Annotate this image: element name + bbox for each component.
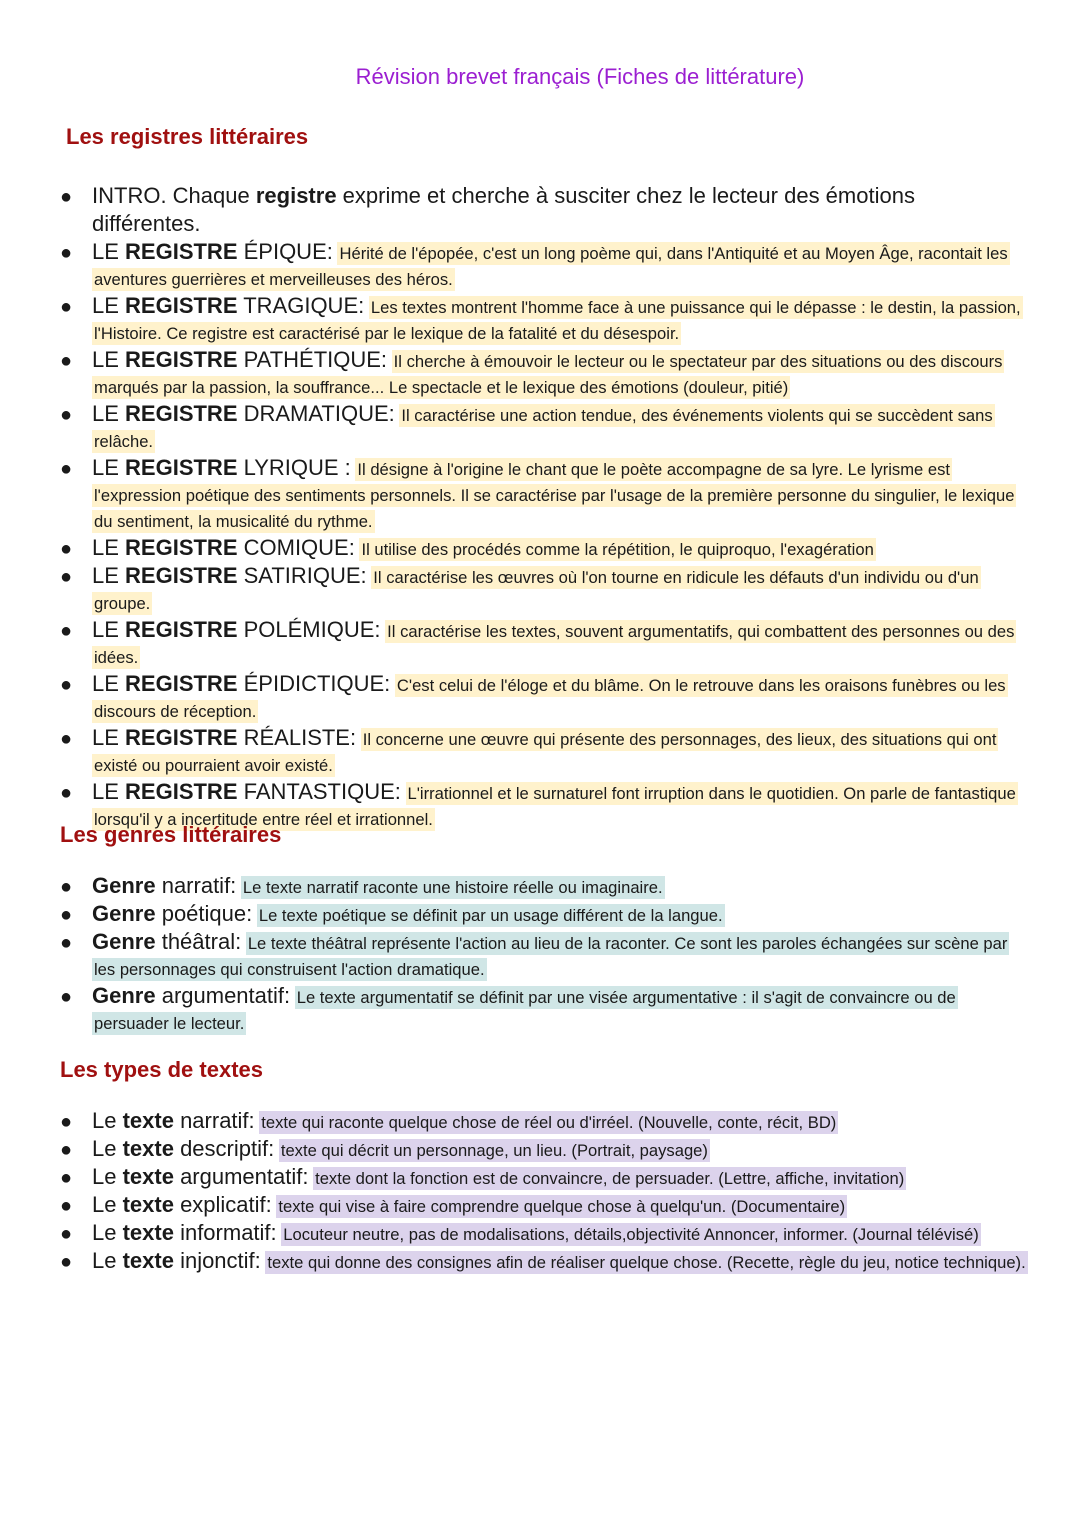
item-description: Le texte poétique se définit par un usage différent de la langue. (258, 906, 723, 925)
registres-item (0, 293, 1080, 347)
item-description: Il cherche à émouvoir le lecteur ou le spectateur par des situations ou des discours marqués par la passion, la souffrance... Le spectacle et le lexique des émotions (douleur, pitié) (94, 352, 1003, 397)
item-label-post: PATHÉTIQUE: (237, 347, 388, 372)
item-description: Il concerne une œuvre qui présente des personnages, des lieux, des situations qui ont existé ou pourraient avoir existé. (94, 730, 997, 775)
item-label-post: informatif: (173, 1220, 277, 1245)
item-label-bold: texte (122, 1164, 174, 1189)
item-label-pre: Le (92, 1108, 123, 1133)
intro-bold: registre (255, 183, 337, 208)
bullet-icon: ● (60, 1223, 73, 1245)
item-label (92, 401, 395, 426)
item-label-post: TRAGIQUE: (237, 293, 365, 318)
item-label-pre: LE (92, 347, 126, 372)
types-item (0, 1108, 1080, 1136)
item-description: Il utilise des procédés comme la répétition, le quiproquo, l'exagération (361, 540, 874, 559)
types-item (0, 1192, 1080, 1220)
item-label-bold: Genre (92, 901, 156, 926)
item-description: texte dont la fonction est de convaincre, de persuader. (Lettre, affiche, invitation) (315, 1169, 905, 1188)
registres-item (0, 617, 1080, 671)
item-label (92, 929, 241, 954)
item-label (92, 901, 252, 926)
item-label (92, 617, 381, 642)
section-heading-genres: Les genres littéraires (60, 822, 282, 847)
item-label-pre: LE (92, 725, 126, 750)
types-item (0, 1136, 1080, 1164)
item-label-bold: REGISTRE (125, 455, 238, 480)
item-label-post: narratif: (155, 873, 237, 898)
item-label-post: COMIQUE: (237, 535, 355, 560)
section-registres (0, 124, 1080, 833)
item-description: Le texte théâtral représente l'action au lieu de la raconter. Ce sont les paroles échangées sur scène par les personnages qui construisent l'action dramatique. (94, 934, 1008, 979)
registres-item (0, 671, 1080, 725)
item-description: texte qui raconte quelque chose de réel ou d'irréel. (Nouvelle, conte, récit, BD) (261, 1113, 837, 1132)
item-label-bold: Genre (92, 983, 156, 1008)
registres-list (0, 183, 1080, 833)
item-label-post: SATIRIQUE: (237, 563, 367, 588)
types-item (0, 1220, 1080, 1248)
item-description: Il caractérise une action tendue, des événements violents qui se succèdent sans relâche. (94, 406, 993, 451)
item-description: Il désigne à l'origine le chant que le poète accompagne de sa lyre. Le lyrisme est l'expression poétique des sentiments personnels. Il se caractérise par l'usage de la première personne du singulier, le lexique du sentiment, la musicalité du rythme. (94, 460, 1015, 531)
bullet-icon: ● (60, 728, 73, 750)
bullet-icon: ● (60, 350, 73, 372)
section-genres (0, 822, 1080, 1037)
item-label-pre: LE (92, 239, 126, 264)
bullet-icon: ● (60, 674, 73, 696)
bullet-icon: ● (60, 1167, 73, 1189)
item-label-pre: LE (92, 293, 126, 318)
types-item (0, 1248, 1080, 1276)
item-description: Les textes montrent l'homme face à une puissance qui le dépasse : le destin, la passion, l'Histoire. Ce registre est caractérisé par le lexique de la fatalité et du désespoir. (94, 298, 1021, 343)
item-description: texte qui vise à faire comprendre quelque chose à quelqu'un. (Documentaire) (278, 1197, 846, 1216)
item-label (92, 1192, 272, 1217)
genres-list (0, 873, 1080, 1037)
item-label (92, 293, 364, 318)
item-label-post: narratif: (173, 1108, 255, 1133)
genres-item (0, 983, 1080, 1037)
bullet-icon: ● (60, 986, 73, 1008)
types-item (0, 1164, 1080, 1192)
bullet-icon: ● (60, 186, 73, 208)
item-label-bold: REGISTRE (125, 563, 238, 588)
item-label-bold: REGISTRE (125, 293, 238, 318)
section-heading-types: Les types de textes (60, 1057, 263, 1082)
item-label-bold: REGISTRE (125, 671, 238, 696)
item-label-pre: Le (92, 1164, 123, 1189)
item-label-post: DRAMATIQUE: (237, 401, 395, 426)
item-description: Il caractérise les textes, souvent argumentatifs, qui combattent des personnes ou des idées. (94, 622, 1015, 667)
item-label-post: RÉALISTE: (237, 725, 357, 750)
bullet-icon: ● (60, 242, 73, 264)
genres-item (0, 901, 1080, 929)
item-description: Le texte argumentatif se définit par une visée argumentative : il s'agit de convaincre ou de persuader le lecteur. (94, 988, 956, 1033)
bullet-icon: ● (60, 1111, 73, 1133)
item-description: Locuteur neutre, pas de modalisations, détails,objectivité Annoncer, informer. (Journal télévisé) (283, 1225, 979, 1244)
bullet-icon: ● (60, 876, 73, 898)
item-label (92, 347, 387, 372)
item-label-pre: LE (92, 617, 126, 642)
item-description: texte qui donne des consignes afin de réaliser quelque chose. (Recette, règle du jeu, notice technique). (267, 1253, 1026, 1272)
item-label-bold: REGISTRE (125, 779, 238, 804)
item-label (92, 1108, 255, 1133)
registres-item (0, 347, 1080, 401)
item-label (92, 1164, 308, 1189)
registres-item (0, 239, 1080, 293)
item-label-post: explicatif: (173, 1192, 272, 1217)
registres-item (0, 455, 1080, 535)
item-label (92, 1136, 274, 1161)
bullet-icon: ● (60, 904, 73, 926)
item-label-pre: Le (92, 1192, 123, 1217)
bullet-icon: ● (60, 1251, 73, 1273)
item-label-pre: Le (92, 1248, 123, 1273)
item-label-post: LYRIQUE : (237, 455, 351, 480)
item-label-pre: LE (92, 779, 126, 804)
item-label-post: FANTASTIQUE: (237, 779, 401, 804)
registres-intro (0, 183, 1080, 239)
item-description: C'est celui de l'éloge et du blâme. On le retrouve dans les oraisons funèbres ou les discours de réception. (94, 676, 1006, 721)
bullet-icon: ● (60, 932, 73, 954)
bullet-icon: ● (60, 620, 73, 642)
item-label-bold: REGISTRE (125, 535, 238, 560)
item-label-pre: LE (92, 563, 126, 588)
item-label-post: descriptif: (173, 1136, 275, 1161)
item-label-pre: Le (92, 1136, 123, 1161)
item-label-post: ÉPIQUE: (237, 239, 333, 264)
item-label-post: POLÉMIQUE: (237, 617, 381, 642)
item-label (92, 535, 355, 560)
types-list (0, 1108, 1080, 1276)
item-label-post: poétique: (155, 901, 253, 926)
item-label-post: injonctif: (173, 1248, 261, 1273)
item-label (92, 455, 351, 480)
item-label-pre: LE (92, 401, 126, 426)
item-label (92, 671, 390, 696)
item-label (92, 873, 236, 898)
bullet-icon: ● (60, 782, 73, 804)
item-label-pre: LE (92, 455, 126, 480)
item-label (92, 239, 333, 264)
item-label-bold: texte (122, 1192, 174, 1217)
item-description: Le texte narratif raconte une histoire réelle ou imaginaire. (242, 878, 663, 897)
item-label-pre: LE (92, 535, 126, 560)
item-label-bold: REGISTRE (125, 401, 238, 426)
item-label (92, 1248, 261, 1273)
item-description: texte qui décrit un personnage, un lieu. (Portrait, paysage) (280, 1141, 708, 1160)
page-title: Révision brevet français (Fiches de littérature) (355, 64, 805, 89)
item-label-post: argumentatif: (173, 1164, 309, 1189)
intro-prefix: INTRO. Chaque (92, 183, 256, 208)
item-label-pre: LE (92, 671, 126, 696)
registres-item (0, 563, 1080, 617)
item-label-post: argumentatif: (155, 983, 291, 1008)
item-description: Hérité de l'épopée, c'est un long poème qui, dans l'Antiquité et au Moyen Âge, racontait les aventures guerrières et merveilleuses des héros. (94, 244, 1008, 289)
item-label-post: théâtral: (155, 929, 242, 954)
item-label-bold: texte (122, 1136, 174, 1161)
item-label-bold: REGISTRE (125, 725, 238, 750)
item-label (92, 563, 367, 588)
intro-suffix: exprime et cherche à susciter chez le lecteur des émotions différentes. (92, 183, 915, 236)
genres-item (0, 873, 1080, 901)
item-label-bold: texte (122, 1220, 174, 1245)
registres-item (0, 535, 1080, 563)
item-label (92, 779, 401, 804)
bullet-icon: ● (60, 538, 73, 560)
item-label (92, 725, 356, 750)
bullet-icon: ● (60, 296, 73, 318)
registres-item (0, 401, 1080, 455)
item-label-bold: Genre (92, 929, 156, 954)
bullet-icon: ● (60, 404, 73, 426)
item-description: L'irrationnel et le surnaturel font irruption dans le quotidien. On parle de fantastique lorsqu'il y a incertitude entre réel et irrationnel. (94, 784, 1016, 829)
registres-item (0, 725, 1080, 779)
item-label-pre: Le (92, 1220, 123, 1245)
bullet-icon: ● (60, 458, 73, 480)
genres-item (0, 929, 1080, 983)
item-label-bold: REGISTRE (125, 617, 238, 642)
item-label-bold: texte (122, 1108, 174, 1133)
item-label-bold: texte (122, 1248, 174, 1273)
item-label-bold: REGISTRE (125, 347, 238, 372)
item-label (92, 1220, 277, 1245)
item-label-bold: Genre (92, 873, 156, 898)
item-label-post: ÉPIDICTIQUE: (237, 671, 391, 696)
item-label-bold: REGISTRE (125, 239, 238, 264)
bullet-icon: ● (60, 566, 73, 588)
section-heading-registres: Les registres littéraires (66, 124, 309, 149)
item-description: Il caractérise les œuvres où l'on tourne en ridicule les défauts d'un individu ou d'un groupe. (94, 568, 979, 613)
bullet-icon: ● (60, 1195, 73, 1217)
item-label (92, 983, 290, 1008)
bullet-icon: ● (60, 1139, 73, 1161)
section-types (0, 1057, 1080, 1276)
